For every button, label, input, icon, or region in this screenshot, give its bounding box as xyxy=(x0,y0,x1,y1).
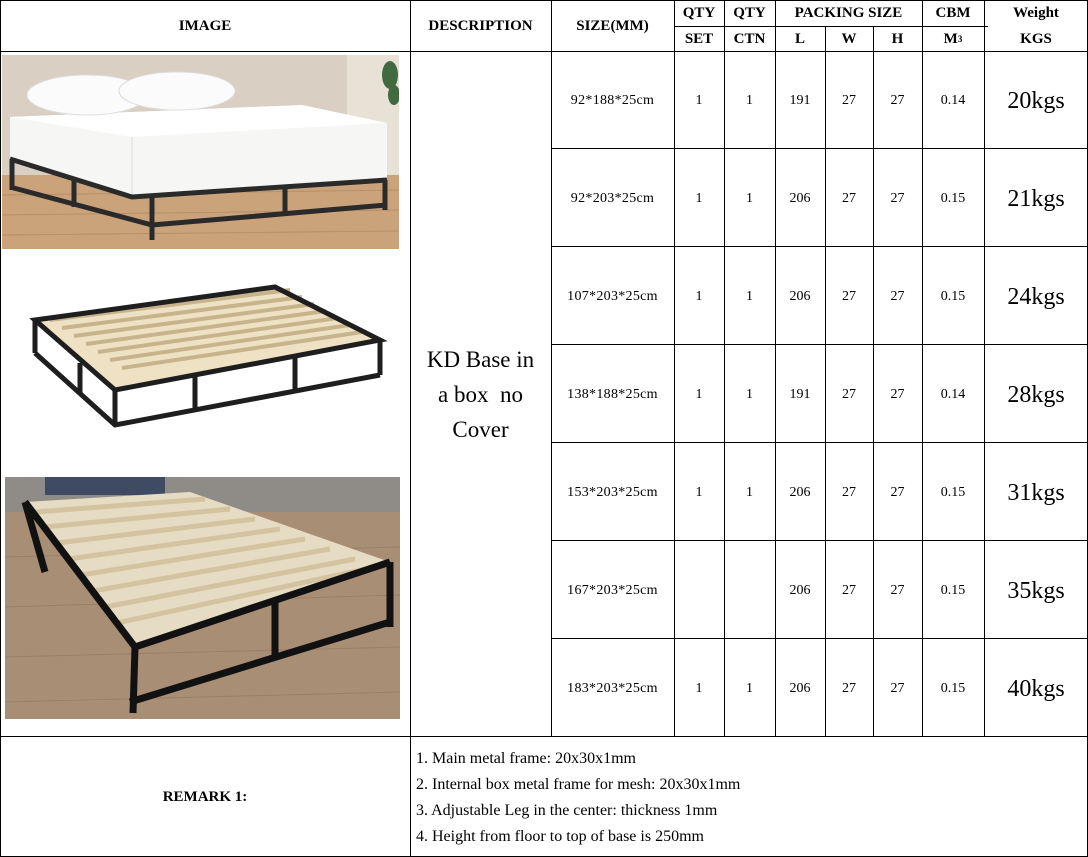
description-line-2: a box no xyxy=(438,382,523,407)
cell-cbm: 0.15 xyxy=(940,485,966,500)
pillow-right xyxy=(119,72,235,110)
cell-weight: 20kgs xyxy=(1007,87,1065,114)
cell-height: 27 xyxy=(890,387,905,402)
description-line-3: Cover xyxy=(452,417,509,442)
sofa xyxy=(45,477,165,495)
cell-qty-ctn: 1 xyxy=(746,289,753,304)
cell-qty-ctn xyxy=(724,542,775,640)
grid-line xyxy=(0,0,1,857)
cell-cbm: 0.15 xyxy=(940,681,966,696)
header-size: SIZE(MM) xyxy=(576,17,649,34)
cell-width: 27 xyxy=(842,485,856,500)
header-cbm-unit-sup: 3 xyxy=(957,34,963,44)
header-qty-set-bottom: SET xyxy=(684,30,714,47)
cell-height: 27 xyxy=(890,289,905,304)
cell-size: 183*203*25cm xyxy=(567,681,658,696)
header-packing-size: PACKING SIZE xyxy=(794,5,903,21)
cell-height: 27 xyxy=(890,583,905,598)
bed-with-mattress-image xyxy=(2,55,399,249)
description-cell xyxy=(410,52,551,737)
cell-size: 167*203*25cm xyxy=(567,583,658,598)
header-weight: Weight xyxy=(1013,5,1059,21)
cell-size: 138*188*25cm xyxy=(567,387,658,402)
cell-size: 92*188*25cm xyxy=(570,93,655,108)
cell-cbm: 0.15 xyxy=(940,191,966,206)
cell-weight: 24kgs xyxy=(1007,283,1065,310)
header-cbm: CBM xyxy=(935,5,971,21)
cell-width: 27 xyxy=(842,681,856,696)
cell-qty-set: 1 xyxy=(695,289,703,304)
remark-line: 2. Internal box metal frame for mesh: 20x30x1mm xyxy=(416,776,741,793)
header-w: W xyxy=(841,30,857,47)
header-cbm-unit-text: M xyxy=(943,30,958,47)
header-qty-ctn-top: QTY xyxy=(733,5,766,21)
cell-qty-set xyxy=(674,542,724,640)
cell-cbm: 0.15 xyxy=(940,289,966,304)
cell-width: 27 xyxy=(842,583,856,598)
header-kgs: KGS xyxy=(1020,30,1052,47)
cell-qty-ctn: 1 xyxy=(746,93,753,108)
cell-weight: 35kgs xyxy=(1007,577,1065,604)
description-line-1: KD Base in xyxy=(426,347,535,372)
cell-qty-set: 1 xyxy=(695,485,703,500)
bed-frame-slats-image xyxy=(20,275,390,445)
cell-size: 92*203*25cm xyxy=(570,191,655,206)
cell-height: 27 xyxy=(890,191,905,206)
cell-length: 206 xyxy=(789,485,811,500)
cell-qty-set: 1 xyxy=(695,681,703,696)
cell-length: 206 xyxy=(789,583,811,598)
cell-length: 206 xyxy=(789,681,811,696)
header-image: IMAGE xyxy=(178,17,232,34)
cell-width: 27 xyxy=(842,387,856,402)
header-qty-set-top: QTY xyxy=(682,5,716,21)
cell-qty-ctn: 1 xyxy=(746,387,753,402)
cell-height: 27 xyxy=(890,681,905,696)
remark-title: REMARK 1: xyxy=(162,788,248,805)
cell-qty-ctn: 1 xyxy=(746,681,753,696)
cell-qty-set: 1 xyxy=(695,387,703,402)
bed-frame-floor-image xyxy=(5,477,400,719)
cell-width: 27 xyxy=(842,191,856,206)
cell-width: 27 xyxy=(842,289,856,304)
cell-height: 27 xyxy=(890,93,905,108)
header-l: L xyxy=(794,30,805,47)
header-cbm-unit xyxy=(922,26,984,52)
cell-length: 206 xyxy=(789,289,811,304)
cell-weight: 21kgs xyxy=(1007,185,1065,212)
header-description: DESCRIPTION xyxy=(428,17,533,34)
cell-qty-ctn: 1 xyxy=(746,191,753,206)
cell-size: 153*203*25cm xyxy=(567,485,658,500)
cell-weight: 28kgs xyxy=(1007,381,1065,408)
header-h: H xyxy=(891,30,904,47)
cell-width: 27 xyxy=(842,93,856,108)
remark-line: 3. Adjustable Leg in the center: thickness 1mm xyxy=(416,802,718,819)
cell-qty-set: 1 xyxy=(695,93,703,108)
cell-weight: 40kgs xyxy=(1007,675,1065,702)
remark-line: 4. Height from floor to top of base is 250mm xyxy=(416,828,704,845)
cell-cbm: 0.15 xyxy=(940,583,966,598)
remark-list xyxy=(416,746,740,850)
cell-qty-set: 1 xyxy=(695,191,703,206)
cell-height: 27 xyxy=(890,485,905,500)
header-qty-ctn-bottom: CTN xyxy=(733,30,766,47)
cell-cbm: 0.14 xyxy=(940,93,966,108)
cell-qty-ctn: 1 xyxy=(746,485,753,500)
remark-line: 1. Main metal frame: 20x30x1mm xyxy=(416,750,636,767)
cell-length: 191 xyxy=(789,93,811,108)
cell-length: 191 xyxy=(789,387,811,402)
cell-weight: 31kgs xyxy=(1007,479,1065,506)
cell-size: 107*203*25cm xyxy=(567,289,658,304)
cell-cbm: 0.14 xyxy=(940,387,966,402)
cell-length: 206 xyxy=(789,191,811,206)
